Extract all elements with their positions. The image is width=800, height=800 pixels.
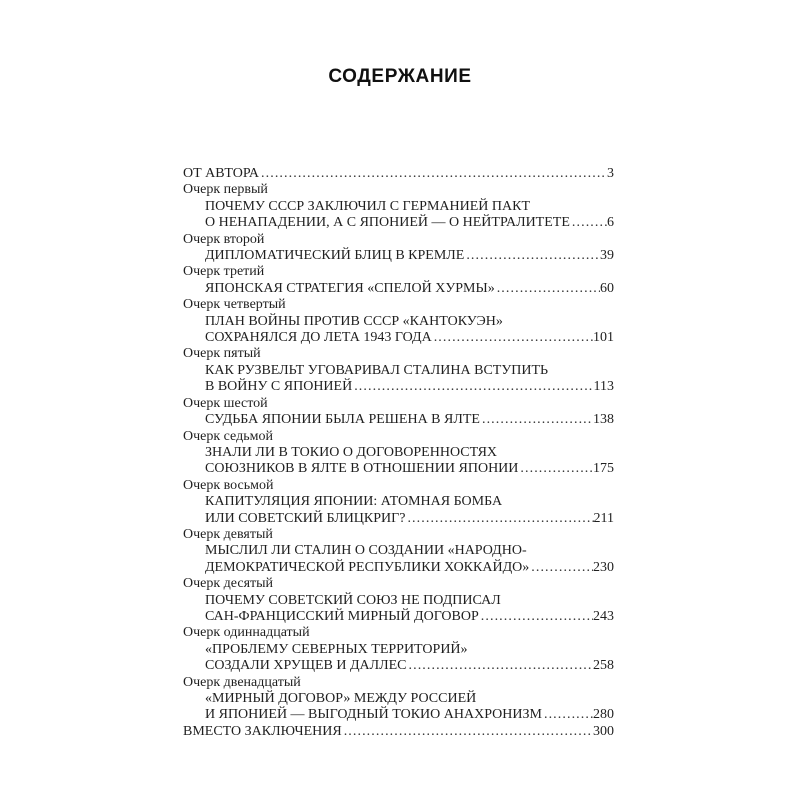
page-number: 280 [593, 707, 614, 723]
page-number: 101 [593, 330, 614, 346]
toc-essay-heading: Очерк шестой [183, 395, 268, 411]
dot-leader [261, 166, 607, 182]
toc-essay-title [183, 609, 614, 625]
toc-essay-title-text: ЯПОНСКАЯ СТРАТЕГИЯ «СПЕЛОЙ ХУРМЫ» [205, 280, 495, 296]
dot-leader [544, 707, 593, 723]
toc-essay-title [183, 330, 614, 346]
toc-essay-title [183, 412, 614, 428]
toc-list [183, 166, 614, 740]
dot-leader [497, 281, 600, 297]
toc-essay-title-text: САН-ФРАНЦИССКИЙ МИРНЫЙ ДОГОВОР [205, 608, 479, 624]
dot-leader [482, 412, 593, 428]
toc-entry [183, 724, 614, 740]
toc-essay-title [183, 511, 614, 527]
toc-essay-title-line: ЗНАЛИ ЛИ В ТОКИО О ДОГОВОРЕННОСТЯХ [205, 444, 498, 460]
toc-essay-title [183, 658, 614, 674]
dot-leader [466, 248, 600, 264]
toc-essay-title [183, 215, 614, 231]
toc-essay-heading: Очерк восьмой [183, 477, 274, 493]
toc-essay-title-text: ДЕМОКРАТИЧЕСКОЙ РЕСПУБЛИКИ ХОККАЙДО» [205, 559, 530, 575]
page-number: 138 [593, 412, 614, 428]
dot-leader [481, 609, 593, 625]
toc-entry-text: ВМЕСТО ЗАКЛЮЧЕНИЯ [183, 723, 342, 739]
toc-essay-title [183, 560, 614, 576]
dot-leader [344, 724, 593, 740]
toc-essay-title-line: «ПРОБЛЕМУ СЕВЕРНЫХ ТЕРРИТОРИЙ» [205, 641, 468, 657]
toc-essay-title [183, 379, 614, 395]
page-number: 3 [607, 166, 614, 181]
toc-essay-heading: Очерк двенадцатый [183, 674, 301, 690]
toc-essay-heading: Очерк девятый [183, 526, 273, 542]
toc-essay-title [183, 707, 614, 723]
toc-essay-title-text: ИЛИ СОВЕТСКИЙ БЛИЦКРИГ? [205, 510, 406, 526]
toc-entry-text: ОТ АВТОРА [183, 166, 260, 181]
toc-essay-title-text: О НЕНАПАДЕНИИ, А С ЯПОНИЕЙ — О НЕЙТРАЛИТЕТЕ [205, 215, 570, 231]
page-number: 39 [600, 248, 614, 264]
toc-essay-title [183, 461, 614, 477]
toc-essay-title-line: «МИРНЫЙ ДОГОВОР» МЕЖДУ РОССИЕЙ [205, 691, 477, 706]
toc-essay-heading: Очерк третий [183, 264, 265, 280]
toc-essay-heading: Очерк одиннадцатый [183, 625, 310, 641]
toc-essay-title [183, 281, 614, 297]
toc-essay-heading: Очерк пятый [183, 346, 261, 362]
dot-leader [531, 560, 593, 576]
toc-essay-title-text: В ВОЙНУ С ЯПОНИЕЙ [205, 379, 353, 395]
toc-essay-title-line: МЫСЛИЛ ЛИ СТАЛИН О СОЗДАНИИ «НАРОДНО- [205, 543, 527, 559]
dot-leader [572, 215, 607, 231]
toc-essay-title [183, 248, 614, 264]
toc-essay-title-text: СОХРАНЯЛСЯ ДО ЛЕТА 1943 ГОДА [205, 330, 432, 346]
dot-leader [409, 658, 594, 674]
page-number: 113 [593, 379, 614, 395]
toc-essay-title-line: ПЛАН ВОЙНЫ ПРОТИВ СССР «КАНТОКУЭН» [205, 313, 503, 329]
toc-essay-title-text: СУДЬБА ЯПОНИИ БЫЛА РЕШЕНА В ЯЛТЕ [205, 412, 480, 428]
toc-essay-heading: Очерк четвертый [183, 297, 286, 313]
page-number: 6 [607, 215, 614, 231]
toc-essay-heading: Очерк десятый [183, 576, 274, 592]
toc-essay-heading: Очерк второй [183, 231, 265, 247]
toc-essay-heading: Очерк седьмой [183, 428, 273, 444]
toc-essay-title-line: КАПИТУЛЯЦИЯ ЯПОНИИ: АТОМНАЯ БОМБА [205, 494, 503, 510]
toc-essay-title-line: ПОЧЕМУ СССР ЗАКЛЮЧИЛ С ГЕРМАНИЕЙ ПАКТ [205, 198, 531, 214]
dot-leader [407, 511, 593, 527]
page-number: 258 [593, 658, 614, 674]
page-title: СОДЕРЖАНИЕ [328, 66, 472, 87]
page-number: 300 [593, 723, 614, 739]
page-number: 230 [593, 559, 614, 575]
page-number: 243 [593, 608, 614, 624]
toc-essay-heading: Очерк первый [183, 182, 268, 198]
toc-essay-title-text: И ЯПОНИЕЙ — ВЫГОДНЫЙ ТОКИО АНАХРОНИЗМ [205, 707, 542, 723]
toc-essay-title-line: ПОЧЕМУ СОВЕТСКИЙ СОЮЗ НЕ ПОДПИСАЛ [205, 592, 501, 608]
page-number: 175 [593, 461, 614, 477]
page-number: 211 [593, 510, 614, 526]
toc-essay-title-text: СОЮЗНИКОВ В ЯЛТЕ В ОТНОШЕНИИ ЯПОНИИ [205, 461, 519, 477]
toc-essay-title-line: КАК РУЗВЕЛЬТ УГОВАРИВАЛ СТАЛИНА ВСТУПИТЬ [205, 362, 549, 378]
dot-leader [354, 379, 593, 395]
toc-essay-title-text: СОЗДАЛИ ХРУЩЕВ И ДАЛЛЕС [205, 658, 407, 674]
dot-leader [434, 330, 593, 346]
toc-entry [183, 166, 614, 182]
toc-essay-title-text: ДИПЛОМАТИЧЕСКИЙ БЛИЦ В КРЕМЛЕ [205, 248, 465, 264]
dot-leader [520, 461, 593, 477]
page-number: 60 [600, 280, 614, 296]
